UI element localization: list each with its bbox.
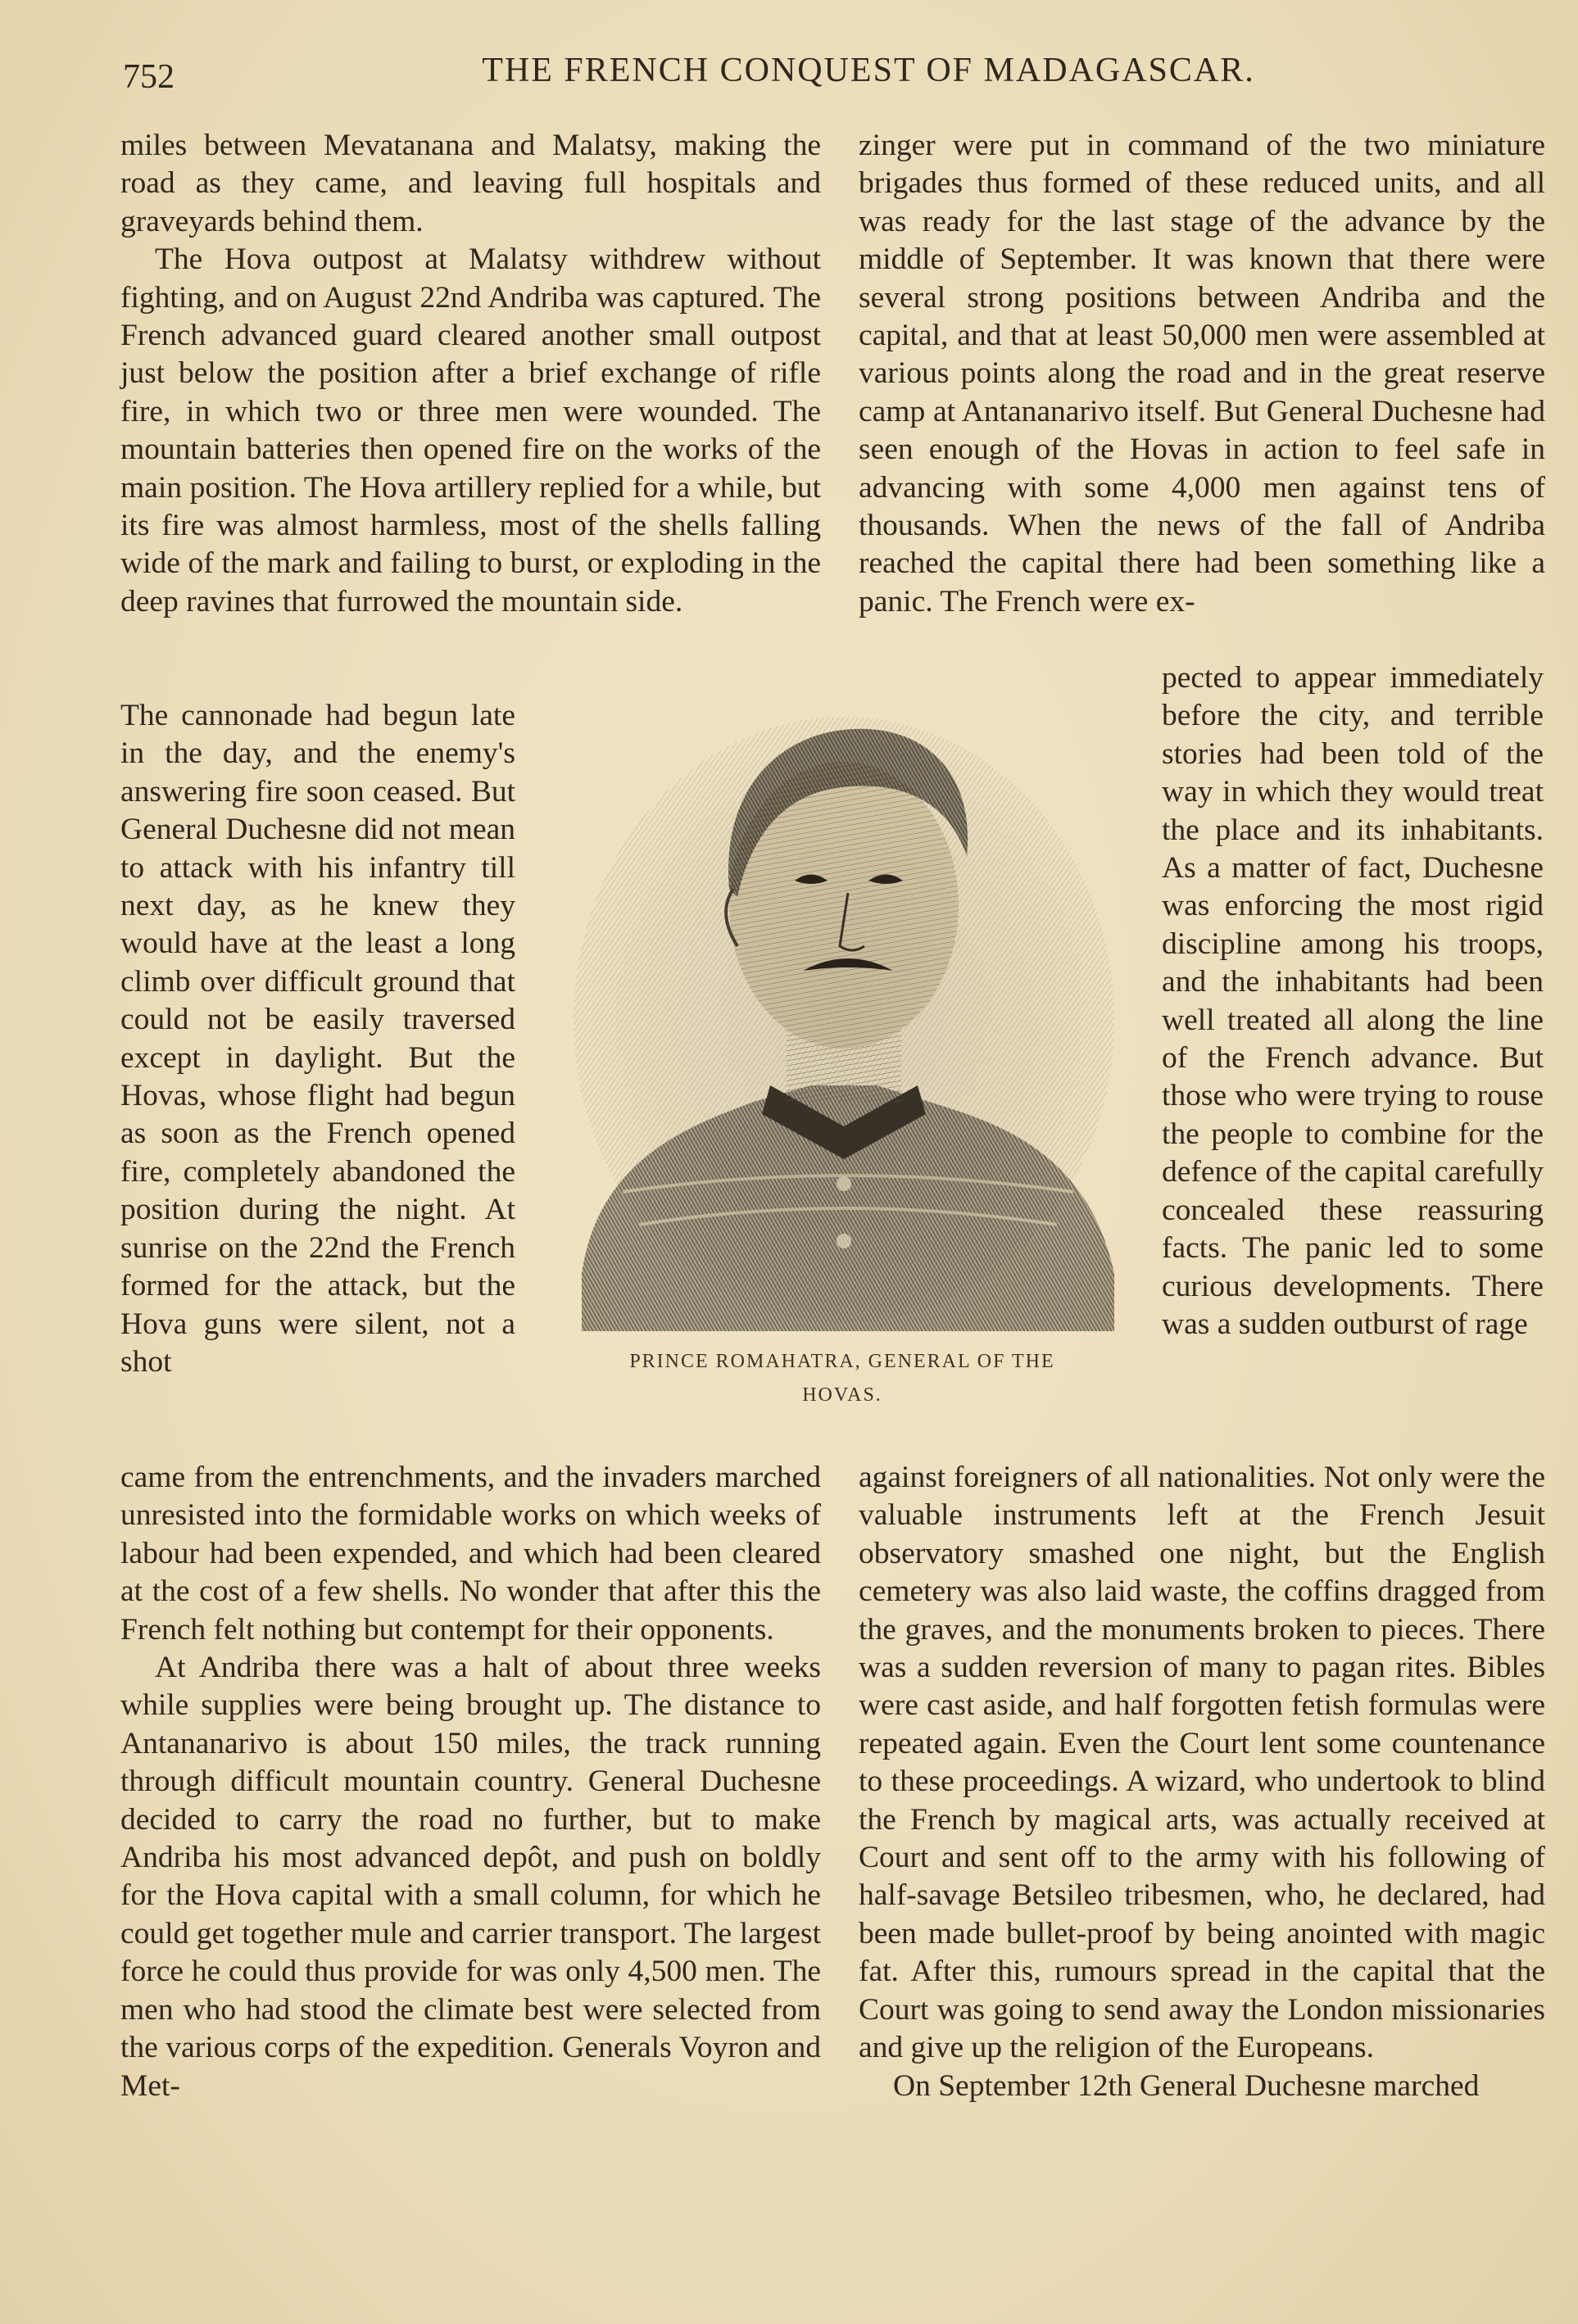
illustration-caption: PRINCE ROMAHATRA, GENERAL OF THE HOVAS.: [629, 1351, 1055, 1406]
right-column-narrow: [1162, 659, 1544, 1343]
paragraph: On September 12th General Duchesne marched: [893, 2068, 1480, 2103]
paragraph: against foreigners of all nationalities. Not only were the valuable instruments left at the French Jesuit observatory smashed one night, but the English cemetery was also laid waste, the coffins dragged from the graves, and the monuments broken to pieces. There was a sudden reversion of many to pagan rites. Bibles were cast aside, and half forgotten fetish formulas were repeated again. Even the Court lent some countenance to these proceedings. A wizard, who undertook to blind the French by magical arts, was actually received at Court and sent off to the army with his following of half-savage Betsileo tribesmen, who, he declared, had been made bullet-proof by being anointed with magic fat. After this, rumours spread in the capital that the Court was going to send away the London missionaries and give up the religion of the Europeans.: [859, 1461, 1545, 2065]
paragraph: pected to appear immediately before the city, and terrible stories had been told of the way in which they would treat the place and its inhabitants. As a matter of fact, Duchesne was enforcing the most rigid discipline among his troops, and the inhabitants had been well treated all along the line of the French advance. But those who were trying to rouse the people to combine for the defence of the capital carefully concealed these reassuring facts. The panic led to some curious developments. There was a sudden outburst of rage: [1162, 661, 1544, 1341]
paragraph: The cannonade had begun late in the day, and the enemy's answering fire soon ceased. But General Duchesne did not mean to attack with his infantry till next day, as he knew they would have at the least a long climb over difficult ground that could not be easily traversed except in daylight. But the Hovas, whose flight had begun as soon as the French opened fire, completely abandoned the position during the night. At sunrise on the 22nd the French formed for the attack, but the Hova guns were silent, not a shot: [120, 699, 515, 1379]
paragraph: At Andriba there was a halt of about three weeks while supplies were being brought up. The distance to Antananarivo is about 150 miles, the track running through difficult mountain country. General Duchesne decided to carry the road no further, but to make Andriba his most advanced depôt, and push on boldly for the Hova capital with a small column, for which he could get together mule and carrier transport. The largest force he could thus provide for was only 4,500 men. The men who had stood the climate best were selected from the various corps of the expedition. Generals Voyron and Met-: [120, 1651, 821, 2103]
left-column-narrow: [120, 697, 515, 1381]
running-head: THE FRENCH CONQUEST OF MADAGASCAR.: [482, 52, 1255, 89]
paragraph: zinger were put in command of the two miniature brigades thus formed of these reduced units, and all was ready for the last stage of the advance by the middle of September. It was known that there were several strong positions between Andriba and the capital, and that at least 50,000 men were assembled at various points along the road and in the great reserve camp at Antananarivo itself. But General Duchesne had seen enough of the Hovas in action to feel safe in advancing with some 4,000 men against tens of thousands. When the news of the fall of Andriba reached the capital there had been something like a panic. The French were ex-: [859, 129, 1545, 618]
paragraph: miles between Mevatanana and Malatsy, making the road as they came, and leaving full hospitals and graveyards behind them.: [120, 129, 821, 238]
right-column-top: [859, 127, 1545, 621]
paragraph: The Hova outpost at Malatsy withdrew without fighting, and on August 22nd Andriba was captured. The French advanced guard cleared another small outpost just below the position after a brief exchange of rifle fire, in which two or three men were wounded. The mountain batteries then opened fire on the works of the main position. The Hova artillery replied for a while, but its fire was almost harmless, most of the shells falling wide of the mark and failing to burst, or exploding in the deep ravines that furrowed the mountain side.: [120, 242, 821, 618]
right-column-bottom: [859, 1459, 1545, 2105]
paragraph: came from the entrenchments, and the invaders marched unresisted into the formidable works on which weeks of labour had been expended, and which had been cleared at the cost of a few shells. No wonder that after this the French felt nothing but contempt for their opponents.: [120, 1461, 821, 1647]
left-column-bottom: [120, 1459, 821, 2105]
vignette-shade: [574, 717, 1114, 1323]
portrait-engraving: [565, 700, 1122, 1331]
page-number: 752: [123, 58, 175, 96]
left-column-top: [120, 127, 821, 621]
